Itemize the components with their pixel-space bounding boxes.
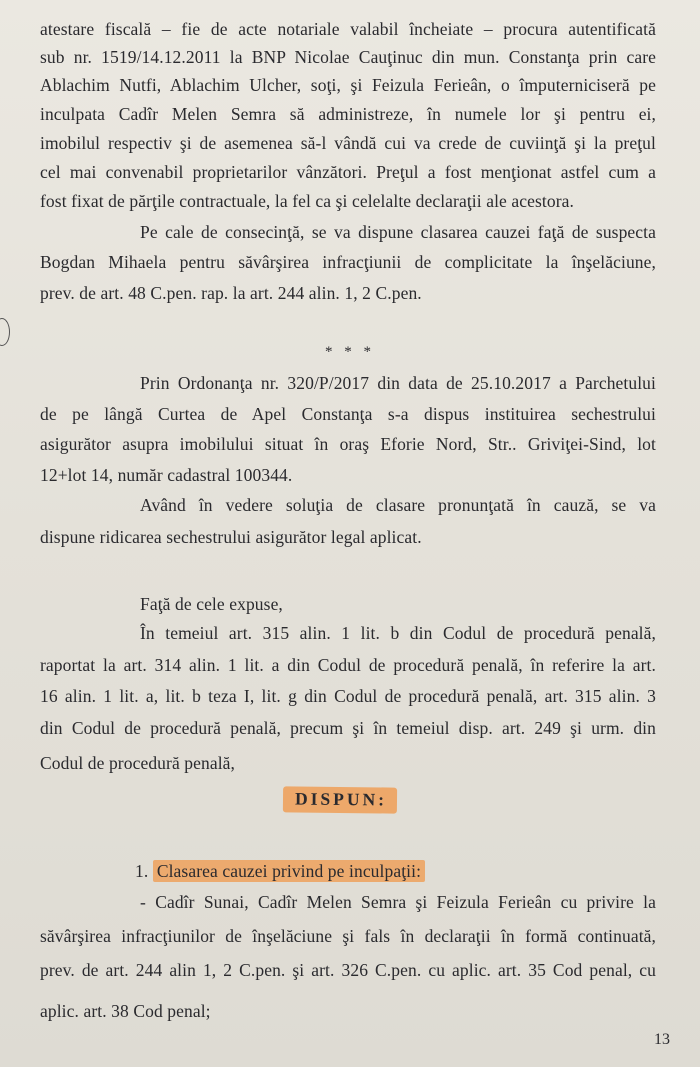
section-heading [135, 861, 656, 882]
paragraph-line: Pe cale de consecinţă, se va dispune clasarea cauzei faţă de suspecta [140, 222, 656, 242]
paragraph-line: dispune ridicarea sechestrului asigurător legal aplicat. [40, 527, 422, 547]
paragraph-line: fost fixat de părţile contractuale, la fel ca şi celelalte declaraţii ale acestora. [40, 191, 574, 211]
paragraph-line: prev. de art. 244 alin 1, 2 C.pen. şi art. 326 C.pen. cu aplic. art. 35 Cod penal, cu [40, 960, 656, 980]
section-number: 1. [135, 861, 149, 881]
section-separator: * * * [325, 344, 375, 360]
paragraph-line: Bogdan Mihaela pentru săvârşirea infracţiunii de complicitate la înşelăciune, [40, 252, 656, 272]
paragraph-line: sub nr. 1519/14.12.2011 la BNP Nicolae Cauţinuc din mun. Constanţa prin care [40, 47, 656, 67]
paragraph-line: săvârşirea infracţiunilor de înşelăciune şi fals în declaraţii în formă continuată, [40, 926, 656, 946]
paragraph-line: cel mai convenabil proprietarilor vânzători. Preţul a fost menţionat astfel cum a [40, 162, 656, 182]
paragraph-line: Faţă de cele expuse, [140, 594, 283, 614]
paragraph-line: - Cadîr Sunai, Cadîr Melen Semra şi Feizula Ferieân cu privire la [140, 892, 656, 912]
binder-hole [0, 318, 10, 346]
paragraph-line: inculpata Cadîr Melen Semra să administreze, în numele lor şi pentru ei, [40, 104, 656, 124]
paragraph-line: imobilul respectiv şi de asemenea să-l vândă cui va crede de cuviinţă şi la preţul [40, 133, 656, 153]
section-title: Clasarea cauzei privind pe inculpaţii: [153, 860, 425, 882]
paragraph-line: Având în vedere soluţia de clasare pronunţată în cauză, se va [140, 495, 656, 515]
paragraph-line: În temeiul art. 315 alin. 1 lit. b din Codul de procedură penală, [140, 623, 656, 643]
paragraph-line: atestare fiscală – fie de acte notariale valabil încheiate – procura autentificată [40, 19, 656, 39]
paragraph-line: raportat la art. 314 alin. 1 lit. a din Codul de procedură penală, în referire la art. [40, 655, 656, 675]
paragraph-line: prev. de art. 48 C.pen. rap. la art. 244 alin. 1, 2 C.pen. [40, 283, 422, 303]
paragraph-line: de pe lângă Curtea de Apel Constanţa s-a dispus instituirea sechestrului [40, 404, 656, 424]
paragraph-line: asigurător asupra imobilului situat în oraş Eforie Nord, Str.. Griviţei-Sind, lot [40, 434, 656, 454]
paragraph-line: Prin Ordonanţa nr. 320/P/2017 din data de 25.10.2017 a Parchetului [140, 373, 656, 393]
paragraph-line: aplic. art. 38 Cod penal; [40, 1001, 211, 1021]
page-number: 13 [654, 1031, 670, 1048]
paragraph-line: Ablachim Nutfi, Ablachim Ulcher, soţi, şi Feizula Ferieân, o împuterniciseră pe [40, 75, 656, 95]
paragraph-line: 16 alin. 1 lit. a, lit. b teza I, lit. g din Codul de procedură penală, art. 315 alin. 3 [40, 686, 656, 706]
dispun-heading: DISPUN: [283, 786, 397, 813]
paragraph-line: Codul de procedură penală, [40, 753, 236, 773]
paragraph-line: din Codul de procedură penală, precum şi în temeiul disp. art. 249 şi urm. din [40, 718, 656, 738]
paragraph-line: 12+lot 14, număr cadastral 100344. [40, 465, 293, 485]
